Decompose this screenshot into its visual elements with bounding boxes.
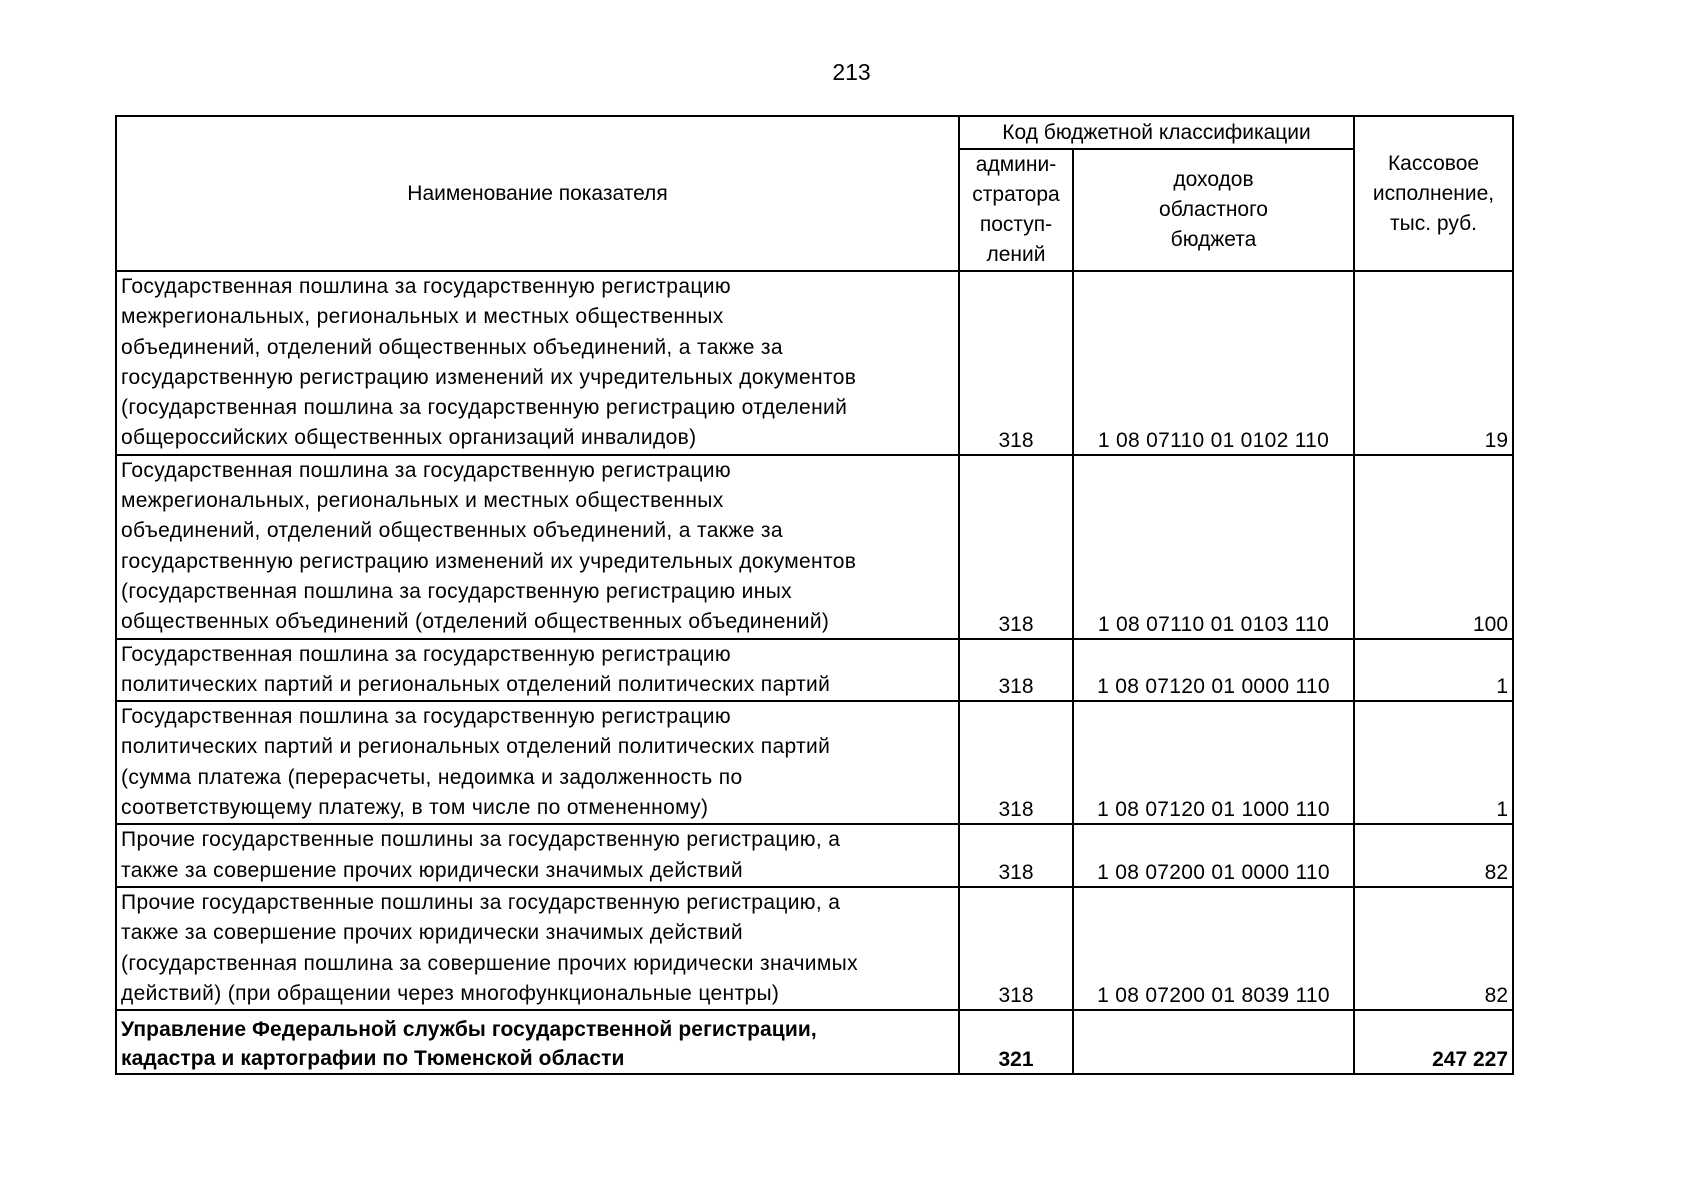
row-amount: 82 bbox=[1354, 824, 1513, 887]
row-name: Управление Федеральной службы государственной регистрации, кадастра и картографии по Тюменской области bbox=[116, 1010, 959, 1074]
row-admin-code: 318 bbox=[959, 455, 1073, 639]
row-admin-code: 318 bbox=[959, 701, 1073, 824]
row-amount: 1 bbox=[1354, 701, 1513, 824]
row-admin-code: 318 bbox=[959, 271, 1073, 455]
table-row bbox=[116, 701, 1513, 824]
row-amount: 19 bbox=[1354, 271, 1513, 455]
row-name: Государственная пошлина за государственную регистрацию межрегиональных, региональных и местных общественных объединений, отделений общественных объединений, а также за государственную регистрацию изменений их учредительных документов (государственная пошлина за государственную регистрацию отделений общероссийских общественных организаций инвалидов) bbox=[116, 271, 959, 455]
row-name: Государственная пошлина за государственную регистрацию политических партий и региональных отделений политических партий bbox=[116, 639, 959, 702]
row-income-code: 1 08 07110 01 0102 110 bbox=[1073, 271, 1354, 455]
table-row-total bbox=[116, 1010, 1513, 1074]
row-name: Государственная пошлина за государственную регистрацию политических партий и региональных отделений политических партий (сумма платежа (перерасчеты, недоимка и задолженность по соответствующему платежу, в том числе по отмененному) bbox=[116, 701, 959, 824]
row-name: Государственная пошлина за государственную регистрацию межрегиональных, региональных и местных общественных объединений, отделений общественных объединений, а также за государственную регистрацию изменений их учредительных документов (государственная пошлина за государственную регистрацию иных общественных объединений (отделений общественных объединений) bbox=[116, 455, 959, 639]
row-income-code: 1 08 07200 01 0000 110 bbox=[1073, 824, 1354, 887]
row-income-code: 1 08 07120 01 0000 110 bbox=[1073, 639, 1354, 702]
header-income: доходов областного бюджета bbox=[1073, 149, 1354, 271]
table-row bbox=[116, 455, 1513, 639]
header-amount: Кассовое исполнение, тыс. руб. bbox=[1354, 116, 1513, 271]
row-amount: 247 227 bbox=[1354, 1010, 1513, 1074]
row-admin-code: 318 bbox=[959, 887, 1073, 1010]
row-admin-code: 318 bbox=[959, 639, 1073, 702]
header-admin: админи- стратора поступ- лений bbox=[959, 149, 1073, 271]
row-admin-code: 318 bbox=[959, 824, 1073, 887]
table-row bbox=[116, 271, 1513, 455]
row-income-code: 1 08 07200 01 8039 110 bbox=[1073, 887, 1354, 1010]
row-admin-code: 321 bbox=[959, 1010, 1073, 1074]
row-name: Прочие государственные пошлины за государственную регистрацию, а также за совершение прочих юридически значимых действий (государственная пошлина за совершение прочих юридически значимых действий) (при обращении через многофункциональные центры) bbox=[116, 887, 959, 1010]
row-amount: 1 bbox=[1354, 639, 1513, 702]
row-name: Прочие государственные пошлины за государственную регистрацию, а также за совершение прочих юридически значимых действий bbox=[116, 824, 959, 887]
row-amount: 82 bbox=[1354, 887, 1513, 1010]
row-amount: 100 bbox=[1354, 455, 1513, 639]
row-income-code: 1 08 07110 01 0103 110 bbox=[1073, 455, 1354, 639]
row-income-code: 1 08 07120 01 1000 110 bbox=[1073, 701, 1354, 824]
table-row bbox=[116, 887, 1513, 1010]
table-row bbox=[116, 639, 1513, 702]
header-kbk: Код бюджетной классификации bbox=[959, 116, 1354, 149]
row-income-code bbox=[1073, 1010, 1354, 1074]
budget-table bbox=[115, 115, 1514, 1075]
header-name: Наименование показателя bbox=[116, 116, 959, 271]
table-row bbox=[116, 824, 1513, 887]
page-number: 213 bbox=[832, 59, 871, 85]
